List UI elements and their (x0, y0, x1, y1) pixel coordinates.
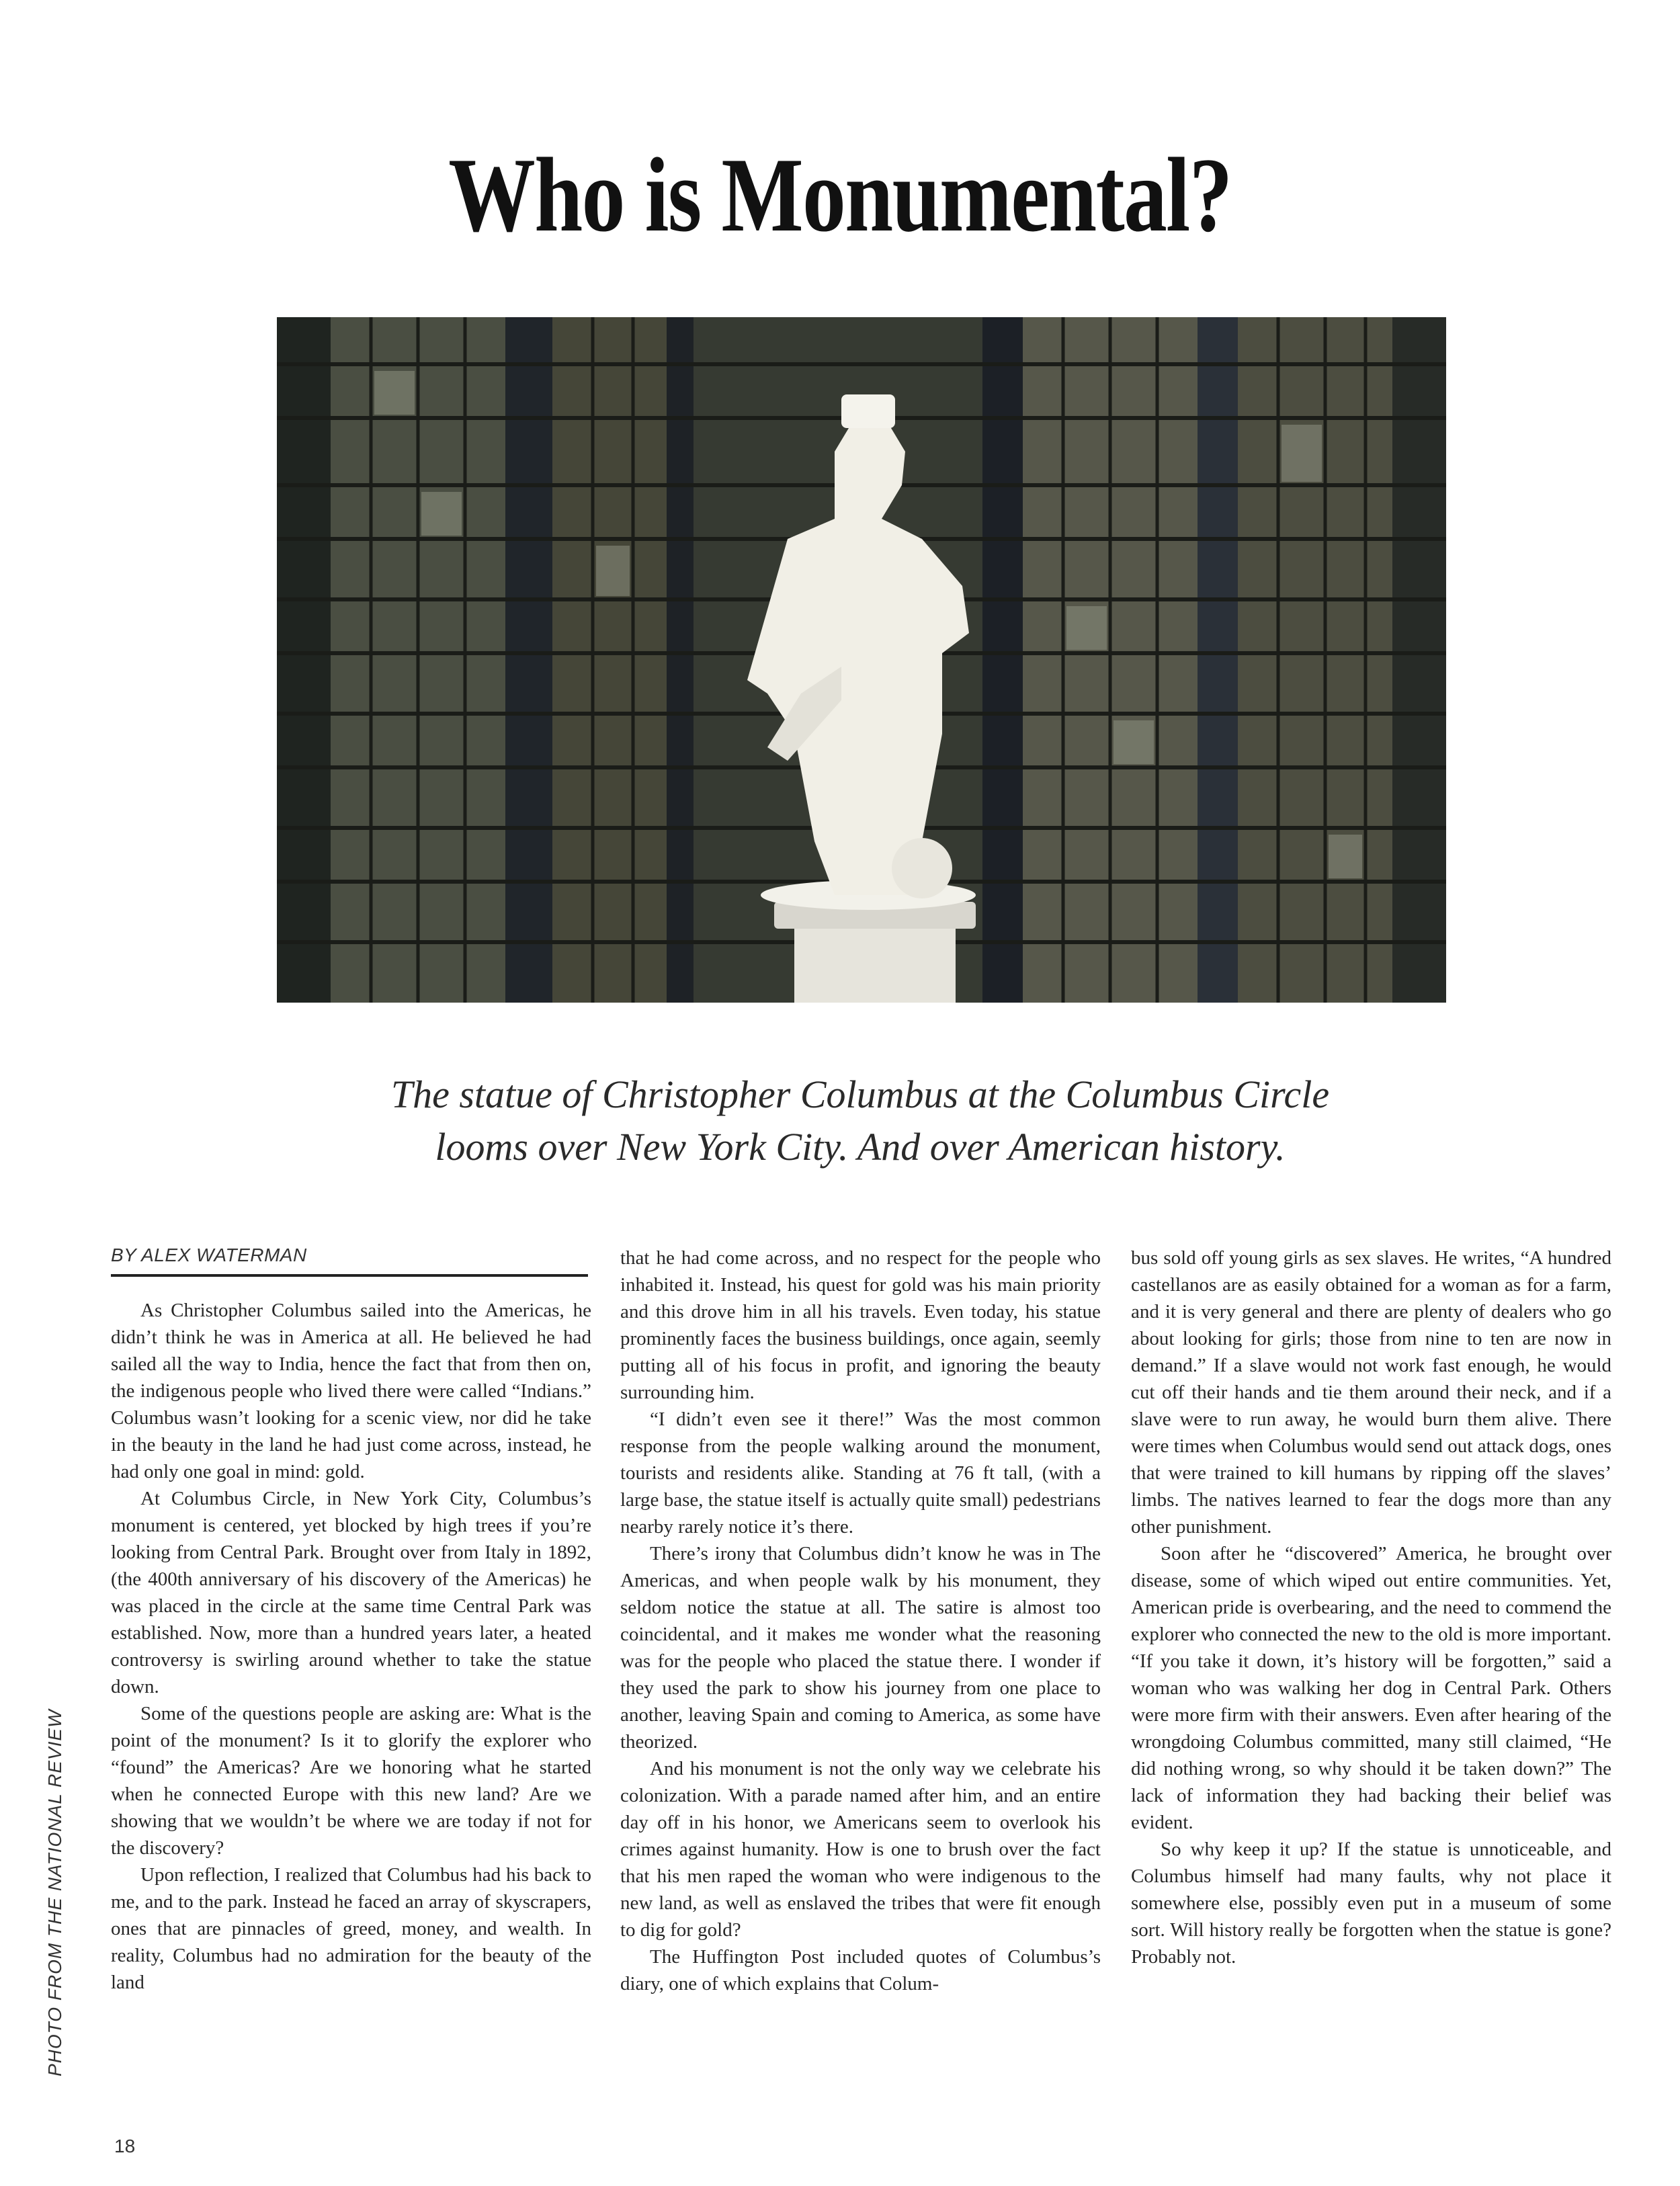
paragraph: Some of the questions people are asking are: What is the point of the monument? Is it to glorify the explorer who “found” the Americas? Are we honoring what he started when he connected Europe with this new land? Are we showing that we wouldn’t be where we are today if not for the discovery? (111, 1703, 591, 1859)
paragraph: As Christopher Columbus sailed into the Americas, he didn’t think he was in America at all. He believed he had sailed all the way to India, hence the fact that from then on, the indigenous people who lived there were called “Indians.” Columbus wasn’t looking for a scenic view, nor did he take in the beauty in the land he had just come across, instead, he had only one goal in mind: gold. (111, 1300, 591, 1482)
article-column-1 (111, 1297, 591, 1996)
caption-line-1: The statue of Christopher Columbus at the Columbus Circle (390, 1073, 1330, 1116)
photo-credit: PHOTO FROM THE NATIONAL REVIEW (44, 1709, 65, 2076)
columbus-statue-photo (277, 317, 1446, 1003)
paragraph: that he had come across, and no respect for the people who inhabited it. Instead, his quest for gold was his main priority and this drove him in all his travels. Even today, his statue prominently faces the business buildings, once again, seemly putting all of his focus in profit, and ignoring the beauty surrounding him. (620, 1247, 1101, 1403)
statue-photo-illustration (277, 317, 1446, 1003)
paragraph: Upon reflection, I realized that Columbus had his back to me, and to the park. Instead he faced an array of skyscrapers, ones that are pinnacles of greed, money, and wealth. In reality, Columbus had no admiration for the beauty of the land (111, 1864, 591, 1993)
article-column-2 (620, 1245, 1101, 1997)
article-column-3 (1131, 1245, 1611, 1970)
paragraph: And his monument is not the only way we celebrate his colonization. With a parade named after him, and an entire day off in his honor, we Americans seem to overlook his crimes against humanity. How is one to brush over the fact that his men raped the woman who were indigenous to the new land, as well as enslaved the tribes that were fit enough to dig for gold? (620, 1758, 1101, 1941)
caption-line-2: looms over New York City. And over American history. (435, 1125, 1286, 1169)
paragraph: The Huffington Post included quotes of Columbus’s diary, one of which explains that Colum- (620, 1946, 1101, 1994)
byline: BY ALEX WATERMAN (111, 1245, 588, 1277)
paragraph: Soon after he “discovered” America, he brought over disease, some of which wiped out entire communities. Yet, American pride is overbearing, and the need to commend the explorer who connected the new to the old is more important. “If you take it down, it’s history will be forgotten,” said a woman who was walking her dog in Central Park. Others were more firm with their answers. Even after hearing of the wrongdoing Columbus committed, many still claimed, “He did nothing wrong, so why should it be taken down?” The lack of information they had backing their belief was evident. (1131, 1543, 1611, 1833)
page-number: 18 (114, 2136, 136, 2156)
paragraph: “I didn’t even see it there!” Was the most common response from the people walking around the monument, tourists and residents alike. Standing at 76 ft tall, (with a large base, the statue itself is actually quite small) pedestrians nearby rarely notice it’s there. (620, 1409, 1101, 1538)
paragraph: bus sold off young girls as sex slaves. He writes, “A hundred castellanos are as easily obtained for a woman as for a farm, and it is very general and there are plenty of dealers who go about looking for girls; those from nine to ten are now in demand.” If a slave would not work fast enough, he would cut off their hands and tie them around their neck, and if a slave were to run away, he would burn them alive. There were times when Columbus would send out attack dogs, ones that were trained to kill humans by ripping off the slaves’ limbs. The natives learned to fear the dogs more than any other punishment. (1131, 1247, 1611, 1538)
paragraph: At Columbus Circle, in New York City, Columbus’s monument is centered, yet blocked by high trees if you’re looking from Central Park. Brought over from Italy in 1892, (the 400th anniversary of his discovery of the Americas) he was placed in the circle at the same time Central Park was established. Now, more than a hundred years later, a heated controversy is swirling around whether to take the statue down. (111, 1488, 591, 1697)
photo-caption (202, 1068, 1519, 1173)
article-headline: Who is Monumental? (448, 136, 1232, 254)
paragraph: There’s irony that Columbus didn’t know he was in The Americas, and when people walk by his monument, they seldom notice the statue at all. The satire is almost too coincidental, and it makes me wonder what the reasoning was for the people who placed the statue there. I wonder if they used the park to show his journey from one place to another, leaving Spain and coming to America, as some have theorized. (620, 1543, 1101, 1753)
paragraph: So why keep it up? If the statue is unnoticeable, and Columbus himself had many faults, why not place it somewhere else, possibly even put in a museum of some sort. Will history really be forgotten when the statue is gone? Probably not. (1131, 1839, 1611, 1968)
